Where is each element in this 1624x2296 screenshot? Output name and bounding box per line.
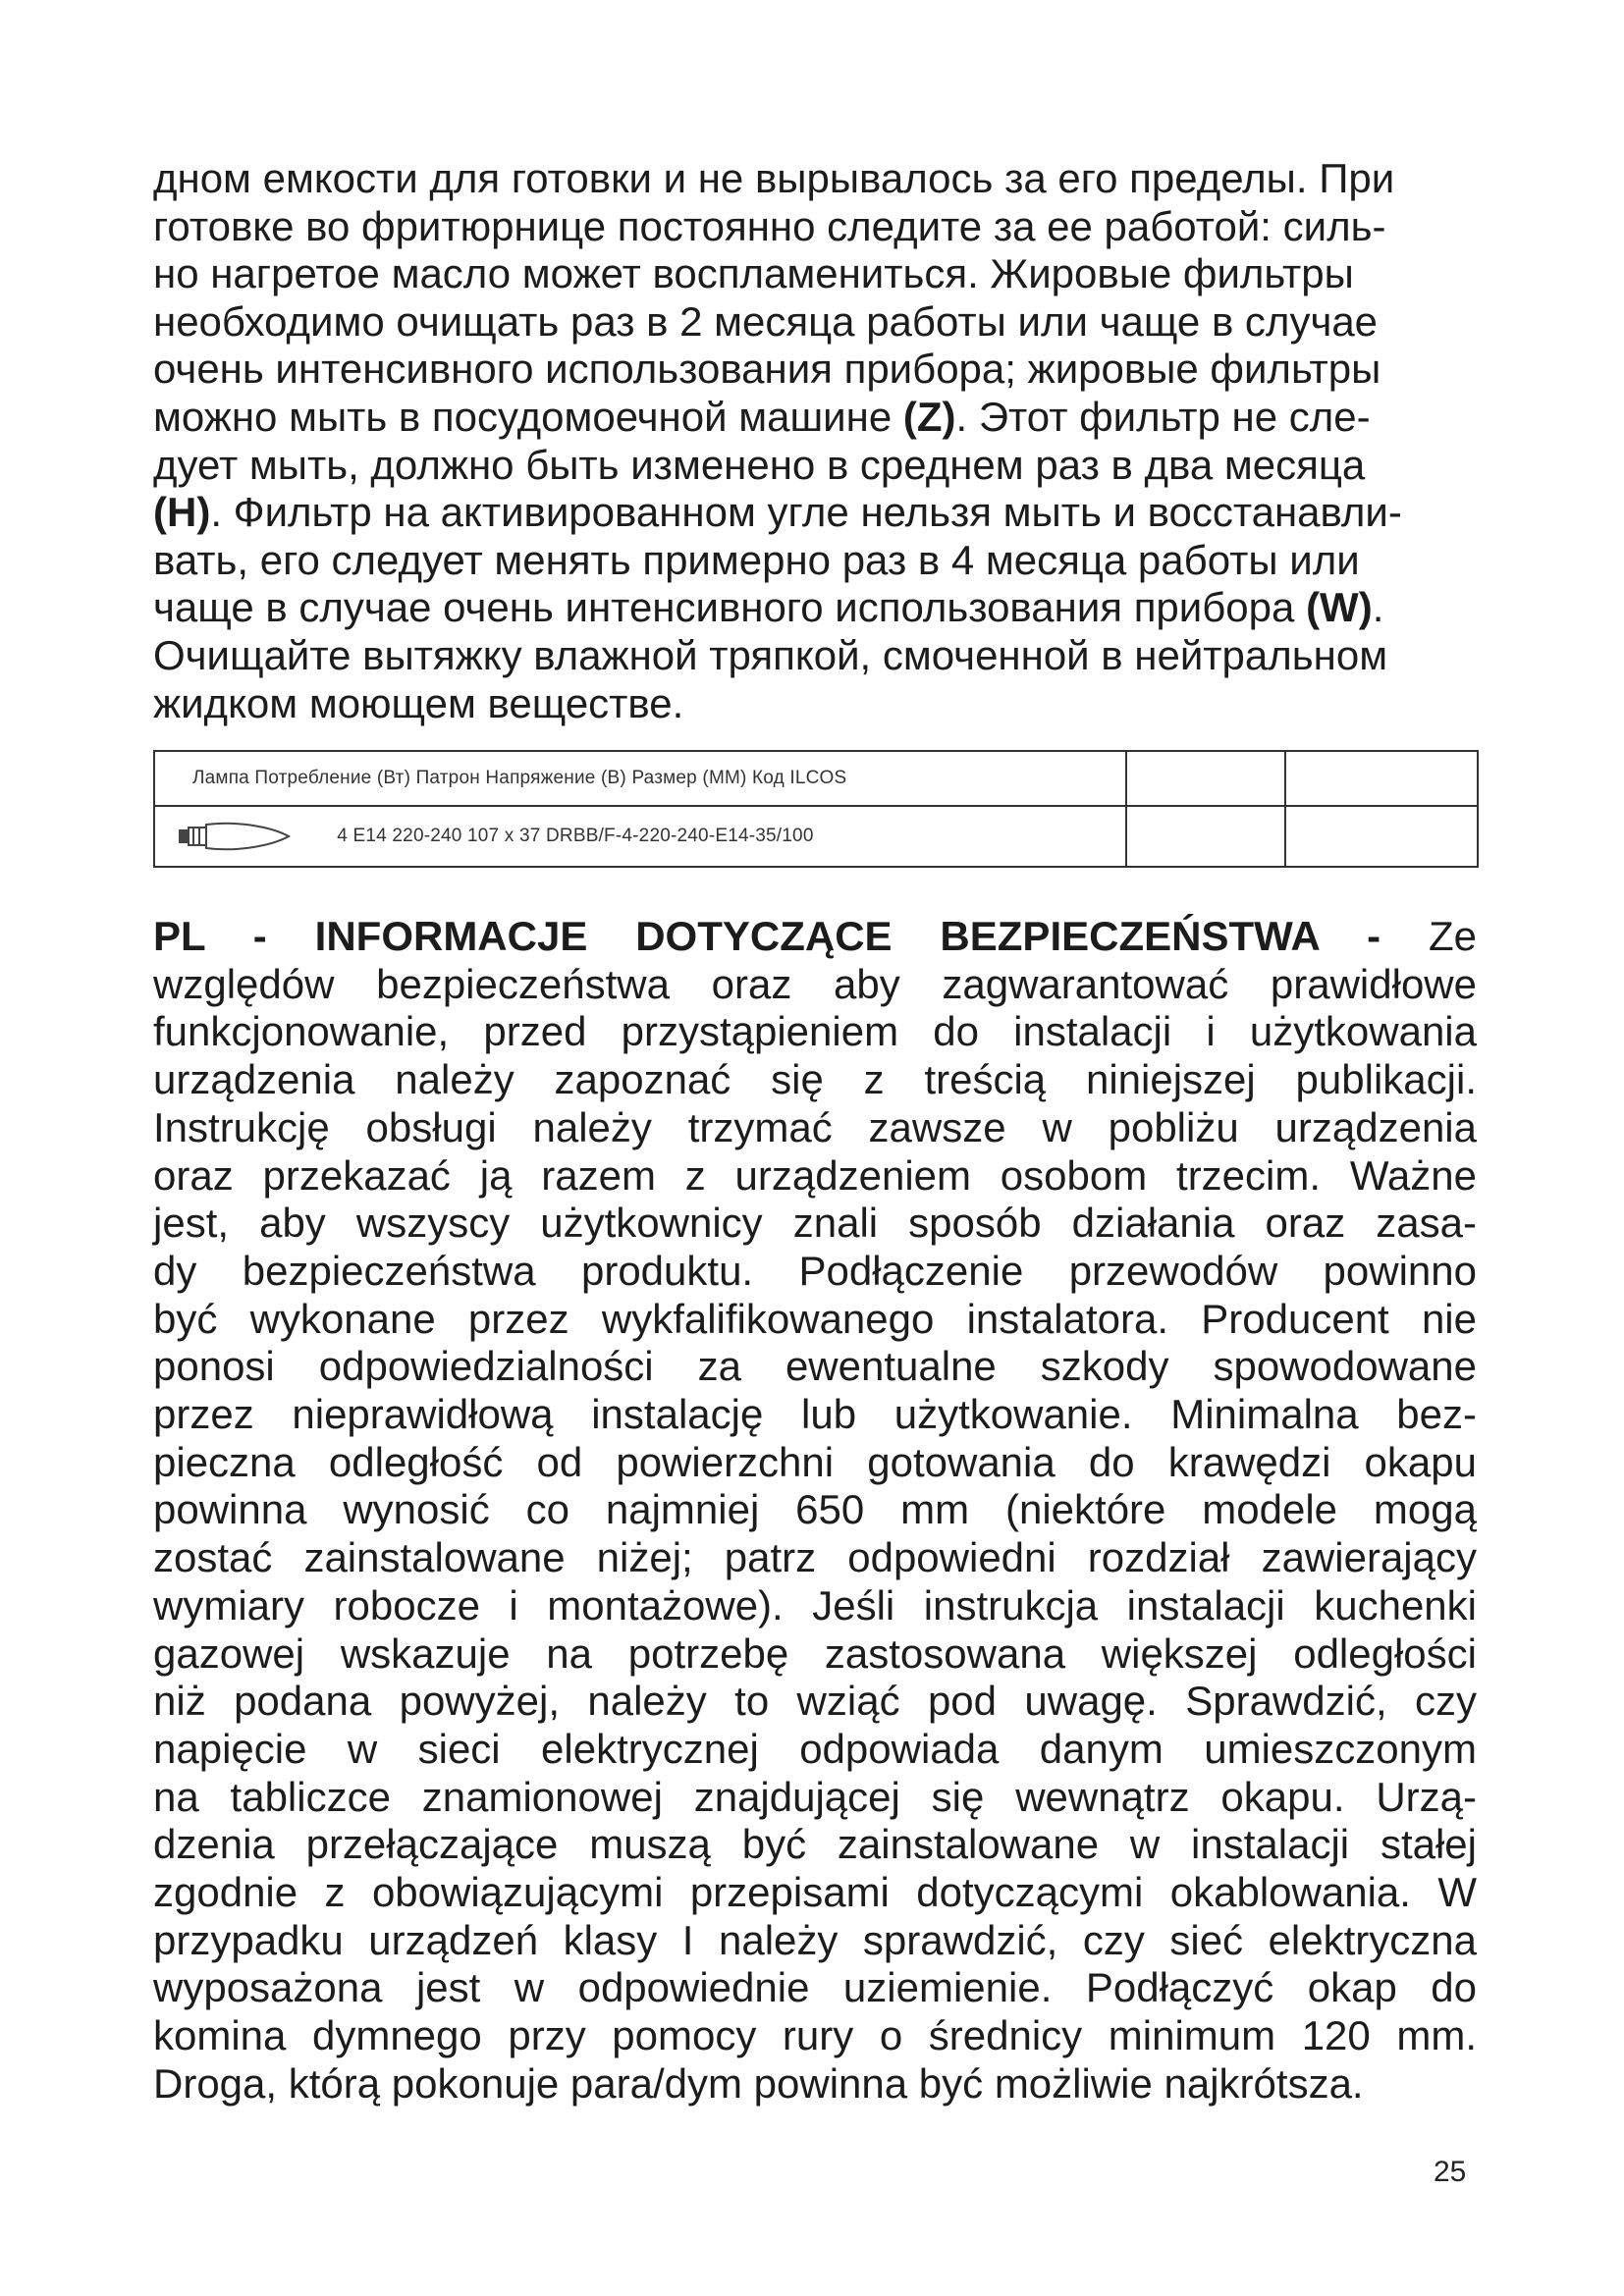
figure-reference: (Z)	[902, 393, 956, 440]
text-line: pieczna odległość od powierzchni gotowania do krawędzi okapu	[153, 1438, 1477, 1485]
text-fragment: чаще в случае очень интенсивного использования прибора	[153, 584, 1307, 631]
text-line: napięcie w sieci elektrycznej odpowiada danym umieszczonym	[153, 1725, 1477, 1772]
table-cell-empty	[1285, 751, 1478, 806]
text-line	[153, 489, 1477, 537]
text-line: необходимо очищать раз в 2 месяца работы или чаще в случае	[153, 297, 1379, 345]
text-line: Droga, którą pokonuje para/dym powinna być możliwie najkrótsza.	[153, 2059, 1364, 2107]
lamp-spec-table	[153, 750, 1479, 868]
text-line: dzenia przełączające muszą być zainstalowane w instalacji stałej	[153, 1821, 1477, 1868]
text-line: jest, aby wszyscy użytkownicy znali sposób działania oraz zasa-	[153, 1200, 1477, 1247]
page-number: 25	[1434, 2156, 1467, 2188]
text-line: вать, его следует менять примерно раз в 4 месяца работы или	[153, 536, 1360, 583]
figure-reference: (W)	[1306, 584, 1373, 631]
table-cell-empty	[1126, 806, 1285, 867]
text-line: przypadku urządzeń klasy I należy sprawdzić, czy sieć elektryczna	[153, 1916, 1477, 1963]
text-line: жидком моющем веществе.	[153, 679, 684, 726]
text-line: wymiary robocze i montażowe). Jeśli instrukcja instalacji kuchenki	[153, 1581, 1477, 1629]
text-line: być wykonane przez wykfalifikowanego instalatora. Producent nie	[153, 1295, 1477, 1342]
table-value-cell	[154, 806, 1126, 867]
text-line: względów bezpieczeństwa oraz aby zagwarantować prawidłowe	[153, 960, 1477, 1007]
figure-reference: (H)	[153, 489, 211, 536]
russian-text-block	[153, 155, 1477, 727]
text-line: funkcjonowanie, przed przystąpieniem do instalacji i użytkowania	[153, 1008, 1477, 1055]
text-line: gazowej wskazuje na potrzebę zastosowana większej odległości	[153, 1629, 1477, 1677]
table-cell-empty	[1126, 751, 1285, 806]
text-line: przez nieprawidłową instalację lub użytkowanie. Minimalna bez-	[153, 1391, 1477, 1438]
text-line: дном емкости для готовки и не вырывалось за его пределы. При	[153, 155, 1395, 201]
text-line: готовке во фритюрнице постоянно следите за ее работой: силь-	[153, 202, 1386, 249]
text-fragment: . Этот фильтр не сле-	[955, 393, 1371, 440]
text-line: dy bezpieczeństwa produktu. Podłączenie przewodów powinno	[153, 1247, 1477, 1294]
text-line: очень интенсивного использования прибора; жировые фильтры	[153, 346, 1381, 393]
text-line: ponosi odpowiedzialności za ewentualne szkody spowodowane	[153, 1343, 1477, 1390]
candle-bulb-icon	[155, 826, 298, 846]
text-line: Очищайте вытяжку влажной тряпкой, смоченной в нейтральном	[153, 631, 1388, 678]
text-fragment: . Фильтр на активированном угле нельзя мыть и восстанавли-	[210, 489, 1402, 536]
text-line	[153, 584, 1477, 632]
text-fragment: .	[1372, 584, 1384, 631]
text-fragment: можно мыть в посудомоечной машине	[153, 393, 903, 440]
text-fragment: Ze	[1380, 913, 1478, 959]
russian-paragraph	[153, 155, 1477, 727]
table-header-row	[154, 751, 1478, 806]
text-line: powinna wynosić co najmniej 650 mm (niektóre modele mogą	[153, 1486, 1477, 1533]
text-line: дует мыть, должно быть изменено в среднем раз в два месяца	[153, 441, 1366, 488]
text-line: но нагретое масло может воспламениться. Жировые фильтры	[153, 250, 1354, 297]
text-line: wyposażona jest w odpowiednie uziemienie. Podłączyć okap do	[153, 1964, 1477, 2011]
text-line	[153, 913, 1477, 961]
table-header-text: Лампа Потребление (Вт) Патрон Напряжение (В) Размер (ММ) Код ILCOS	[192, 768, 847, 788]
table-cell-empty	[1285, 806, 1478, 867]
text-line	[153, 394, 1477, 442]
text-line: oraz przekazać ją razem z urządzeniem osobom trzecim. Ważne	[153, 1151, 1477, 1199]
table-header-cell	[154, 751, 1126, 806]
table-row	[154, 806, 1478, 867]
text-line: urządzenia należy zapoznać się z treścią niniejszej publikacji.	[153, 1056, 1477, 1103]
section-heading: PL - INFORMACJE DOTYCZĄCE BEZPIECZEŃSTWA -	[153, 913, 1381, 959]
text-line: komina dymnego przy pomocy rury o średnicy minimum 120 mm.	[153, 2012, 1477, 2059]
text-line: zostać zainstalowane niżej; patrz odpowiedni rozdział zawierający	[153, 1534, 1477, 1581]
text-line: Instrukcję obsługi należy trzymać zawsze w pobliżu urządzenia	[153, 1103, 1477, 1150]
polish-safety-section	[153, 913, 1477, 2109]
table-value-text: 4 E14 220-240 107 x 37 DRBB/F-4-220-240-E14-35/100	[337, 826, 814, 847]
text-line: niż podana powyżej, należy to wziąć pod uwagę. Sprawdzić, czy	[153, 1678, 1477, 1725]
text-line: na tabliczce znamionowej znajdującej się wewnątrz okapu. Urzą-	[153, 1773, 1477, 1820]
text-line: zgodnie z obowiązującymi przepisami dotyczącymi okablowania. W	[153, 1869, 1477, 1916]
